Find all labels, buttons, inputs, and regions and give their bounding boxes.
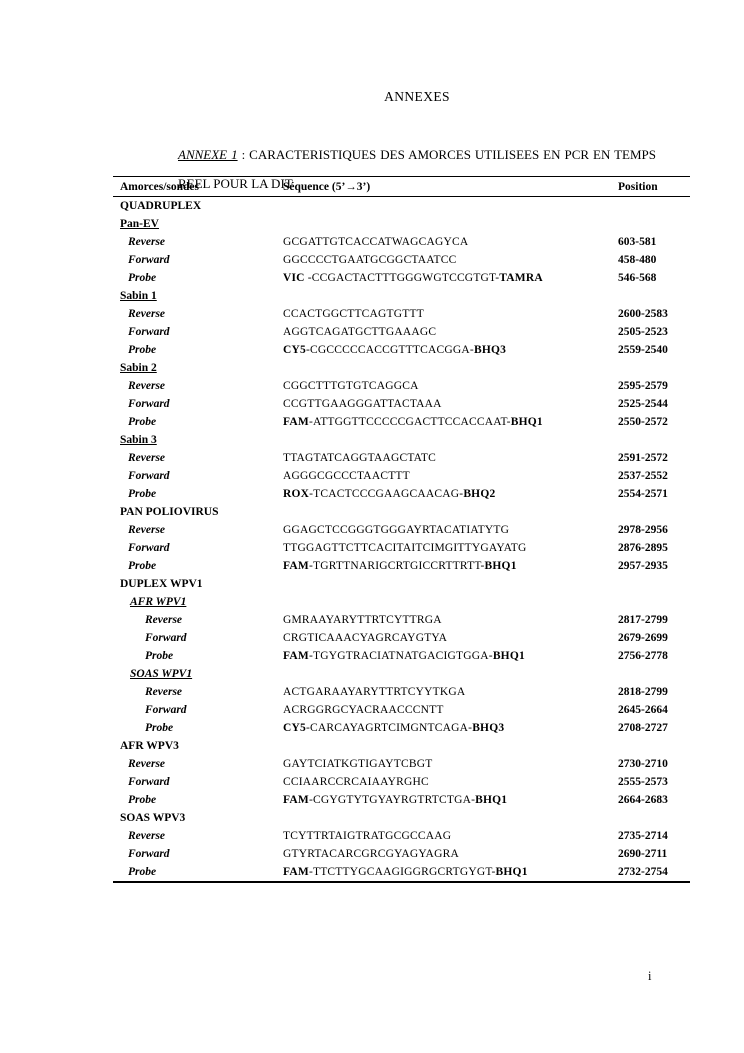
sequence-text: TTAGTATCAGGTAAGCTATC [283, 452, 437, 464]
sequence-cell [283, 416, 618, 428]
sequence-text: -TGYGTRACIATNATGACIGTGGA- [308, 650, 493, 662]
sequence-text: GTYRTACARCGRCGYAGYAGRA [283, 848, 459, 860]
sequence-cell [283, 488, 618, 500]
annexe-separator: : [237, 147, 250, 162]
row-label: Probe [128, 560, 157, 572]
table-row [113, 485, 690, 503]
row-label: Probe [128, 794, 157, 806]
table-row [113, 539, 690, 557]
sequence-cell [283, 344, 618, 356]
position-cell: 2735-2714 [618, 830, 668, 842]
table-row [113, 863, 690, 881]
position-cell: 2732-2754 [618, 866, 668, 878]
sequence-cell [283, 524, 618, 536]
row-label: Forward [145, 632, 187, 644]
row-label: Forward [145, 704, 187, 716]
section-header-pan-ev [113, 218, 283, 230]
table-row [113, 701, 690, 719]
sequence-text: -CCGACTACTTTGGGWGTCCGTGT- [307, 272, 500, 284]
section-title: PAN POLIOVIRUS [120, 506, 219, 518]
sequence-cell [283, 722, 618, 734]
table-row [113, 269, 690, 287]
sequence-cell [283, 830, 618, 842]
section-title: AFR WPV3 [120, 740, 179, 752]
sequence-cell [283, 794, 618, 806]
sequence-text: ACRGGRGCYACRAACCCNTT [283, 704, 444, 716]
table-row [113, 251, 690, 269]
row-label: Probe [128, 272, 157, 284]
position-cell: 2708-2727 [618, 722, 668, 734]
section-row-quadruplex [113, 197, 690, 215]
probe-quencher-label: BHQ1 [495, 866, 528, 878]
sequence-text: CGGCTTTGTGTCAGGCA [283, 380, 419, 392]
position-cell: 2559-2540 [618, 344, 668, 356]
sequence-text: -ATTGGTTCCCCCGACTTCCACCAAT- [308, 416, 511, 428]
row-label: Forward [128, 542, 170, 554]
sequence-text: GAYTCIATKGTIGAYTCBGT [283, 758, 433, 770]
header-amorces-sondes: Amorces/sondes [120, 180, 200, 193]
sequence-cell [283, 452, 618, 464]
section-row-afr-wpv1 [113, 593, 690, 611]
annexe-label: ANNEXE 1 [178, 147, 238, 162]
table-row [113, 719, 690, 737]
probe-dye-label: FAM [283, 866, 309, 878]
position-cell: 2818-2799 [618, 686, 668, 698]
row-label: Reverse [145, 614, 183, 626]
header-sequence: Séquence (5’→3’) [283, 180, 371, 193]
sequence-text: CCACTGGCTTCAGTGTTT [283, 308, 424, 320]
sequence-text: GGAGCTCCGGGTGGGAYRTACATIATYTG [283, 524, 510, 536]
table-row [113, 467, 690, 485]
probe-dye-label: ROX [283, 488, 310, 500]
sequence-cell [283, 470, 618, 482]
table-header-row [113, 177, 690, 197]
row-label: Probe [128, 344, 157, 356]
position-cell: 2817-2799 [618, 614, 668, 626]
section-title: Sabin 2 [120, 362, 157, 374]
section-row-soas-wpv1 [113, 665, 690, 683]
section-header-afr-wpv1 [113, 596, 283, 608]
sequence-cell [283, 686, 618, 698]
sequence-cell [283, 614, 618, 626]
sequence-text: TTGGAGTTCTTCACITAITCIMGITTYGAYATG [283, 542, 527, 554]
sequence-text: -CGYGTYTGYAYRGTRTCTGA- [308, 794, 476, 806]
table-row [113, 791, 690, 809]
table-row [113, 395, 690, 413]
sequence-text: TCYTTRTAIGTRATGCGCCAAG [283, 830, 452, 842]
header-position: Position [618, 180, 658, 193]
section-title: SOAS WPV1 [130, 668, 193, 680]
section-header-pan-poliovirus [113, 506, 283, 518]
sequence-text: AGGTCAGATGCTTGAAAGC [283, 326, 437, 338]
section-header-duplex-wpv1 [113, 578, 283, 590]
position-cell: 2957-2935 [618, 560, 668, 572]
position-cell: 2978-2956 [618, 524, 668, 536]
probe-quencher-label: BHQ3 [473, 344, 507, 356]
sequence-cell [283, 326, 618, 338]
probe-dye-label: FAM [283, 650, 309, 662]
row-label: Reverse [128, 452, 166, 464]
section-header-sabin-2 [113, 362, 283, 374]
sequence-cell [283, 308, 618, 320]
sequence-text: GGCCCCTGAATGCGGCTAATCC [283, 254, 457, 266]
section-row-pan-ev [113, 215, 690, 233]
row-label: Forward [128, 398, 170, 410]
position-cell: 2600-2583 [618, 308, 668, 320]
section-title: Sabin 1 [120, 290, 157, 302]
probe-dye-label: FAM [283, 794, 309, 806]
sequence-text: ACTGARAAYARYTTRTCYYTKGA [283, 686, 466, 698]
sequence-cell [283, 704, 618, 716]
sequence-cell [283, 380, 618, 392]
section-row-sabin-1 [113, 287, 690, 305]
probe-dye-label: FAM [283, 560, 309, 572]
position-cell: 2550-2572 [618, 416, 668, 428]
position-cell: 2505-2523 [618, 326, 668, 338]
row-label: Probe [128, 416, 157, 428]
probe-quencher-label: BHQ2 [463, 488, 496, 500]
sequence-text: CCIAARCCRCAIAAYRGHC [283, 776, 429, 788]
row-label: Probe [128, 866, 157, 878]
table-row [113, 683, 690, 701]
table-row [113, 773, 690, 791]
probe-quencher-label: TAMRA [499, 272, 543, 284]
table-row [113, 755, 690, 773]
row-label: Reverse [128, 758, 166, 770]
probe-quencher-label: BHQ1 [484, 560, 517, 572]
position-cell: 2591-2572 [618, 452, 668, 464]
sequence-cell [283, 866, 618, 878]
row-label: Forward [128, 254, 170, 266]
section-row-duplex-wpv1 [113, 575, 690, 593]
sequence-cell [283, 848, 618, 860]
table-row [113, 413, 690, 431]
position-cell: 2645-2664 [618, 704, 668, 716]
table-row [113, 521, 690, 539]
section-title: DUPLEX WPV1 [120, 578, 203, 590]
position-cell: 2679-2699 [618, 632, 668, 644]
probe-quencher-label: BHQ1 [475, 794, 508, 806]
sequence-text: GMRAAYARYTTRTCYTTRGA [283, 614, 442, 626]
position-cell: 2537-2552 [618, 470, 668, 482]
section-title: QUADRUPLEX [120, 200, 202, 212]
table-row [113, 341, 690, 359]
position-cell: 2690-2711 [618, 848, 668, 860]
position-cell: 2554-2571 [618, 488, 668, 500]
table-row [113, 377, 690, 395]
sequence-cell [283, 542, 618, 554]
row-label: Reverse [128, 380, 166, 392]
section-title: Pan-EV [120, 218, 159, 230]
sequence-text: -TGRTTNARIGCRTGICCRTTRTT- [308, 560, 485, 572]
sequence-text: AGGGCGCCCTAACTTT [283, 470, 410, 482]
row-label: Reverse [128, 524, 166, 536]
table-row [113, 449, 690, 467]
section-row-pan-poliovirus [113, 503, 690, 521]
sequence-cell [283, 560, 618, 572]
sequence-cell [283, 254, 618, 266]
sequence-text: CRGTICAAACYAGRCAYGTYA [283, 632, 448, 644]
probe-dye-label: FAM [283, 416, 309, 428]
table-row [113, 305, 690, 323]
sequence-text: CCGTTGAAGGGATTACTAAA [283, 398, 442, 410]
position-cell: 458-480 [618, 254, 657, 266]
sequence-text: GCGATTGTCACCATWAGCAGYCA [283, 236, 469, 248]
section-header-afr-wpv3 [113, 740, 283, 752]
row-label: Forward [128, 470, 170, 482]
row-label: Probe [145, 722, 174, 734]
row-label: Reverse [128, 308, 166, 320]
section-row-sabin-3 [113, 431, 690, 449]
position-cell: 2525-2544 [618, 398, 668, 410]
primer-table [113, 176, 690, 883]
position-cell: 2756-2778 [618, 650, 668, 662]
table-row [113, 323, 690, 341]
section-header-sabin-3 [113, 434, 283, 446]
row-label: Forward [128, 776, 170, 788]
section-header-sabin-1 [113, 290, 283, 302]
row-label: Reverse [145, 686, 183, 698]
probe-quencher-label: BHQ1 [510, 416, 543, 428]
section-header-soas-wpv3 [113, 812, 283, 824]
section-header-quadruplex [113, 200, 283, 212]
row-label: Probe [145, 650, 174, 662]
probe-quencher-label: BHQ1 [492, 650, 525, 662]
row-label: Reverse [128, 830, 166, 842]
table-row [113, 629, 690, 647]
table-row [113, 233, 690, 251]
table-row [113, 845, 690, 863]
table-body [113, 197, 690, 881]
position-cell: 603-581 [618, 236, 657, 248]
section-title: AFR WPV1 [130, 596, 187, 608]
sequence-text: -TCACTCCCGAAGCAACAG- [309, 488, 464, 500]
sequence-cell [283, 398, 618, 410]
position-cell: 2555-2573 [618, 776, 668, 788]
sequence-cell [283, 776, 618, 788]
section-row-sabin-2 [113, 359, 690, 377]
sequence-cell [283, 236, 618, 248]
annexe-heading-text: CARACTERISTIQUES DES AMORCES UTILISEES EN PCR EN TEMPS REEL POUR LA DIT [178, 147, 656, 191]
row-label: Probe [128, 488, 157, 500]
position-cell: 2664-2683 [618, 794, 668, 806]
position-cell: 2730-2710 [618, 758, 668, 770]
row-label: Reverse [128, 236, 166, 248]
table-row [113, 647, 690, 665]
section-row-afr-wpv3 [113, 737, 690, 755]
position-cell: 2876-2895 [618, 542, 668, 554]
sequence-cell [283, 650, 618, 662]
position-cell: 546-568 [618, 272, 657, 284]
sequence-cell [283, 272, 618, 284]
table-row [113, 827, 690, 845]
section-header-soas-wpv1 [113, 668, 283, 680]
page-number: i [648, 969, 652, 983]
sequence-cell [283, 632, 618, 644]
probe-dye-label: VIC [283, 272, 308, 284]
page-title: ANNEXES [384, 89, 450, 104]
sequence-cell [283, 758, 618, 770]
probe-dye-label: CY5 [283, 344, 306, 356]
table-row [113, 611, 690, 629]
section-title: SOAS WPV3 [120, 812, 186, 824]
probe-dye-label: CY5 [283, 722, 306, 734]
section-title: Sabin 3 [120, 434, 157, 446]
probe-quencher-label: BHQ3 [472, 722, 505, 734]
row-label: Forward [128, 326, 170, 338]
section-row-soas-wpv3 [113, 809, 690, 827]
sequence-text: -CGCCCCCACCGTTTCACGGA- [305, 344, 474, 356]
row-label: Forward [128, 848, 170, 860]
sequence-text: -CARCAYAGRTCIMGNTCAGA- [305, 722, 473, 734]
table-row [113, 557, 690, 575]
sequence-text: -TTCTTYGCAAGIGGRGCRTGYGT- [308, 866, 496, 878]
position-cell: 2595-2579 [618, 380, 668, 392]
